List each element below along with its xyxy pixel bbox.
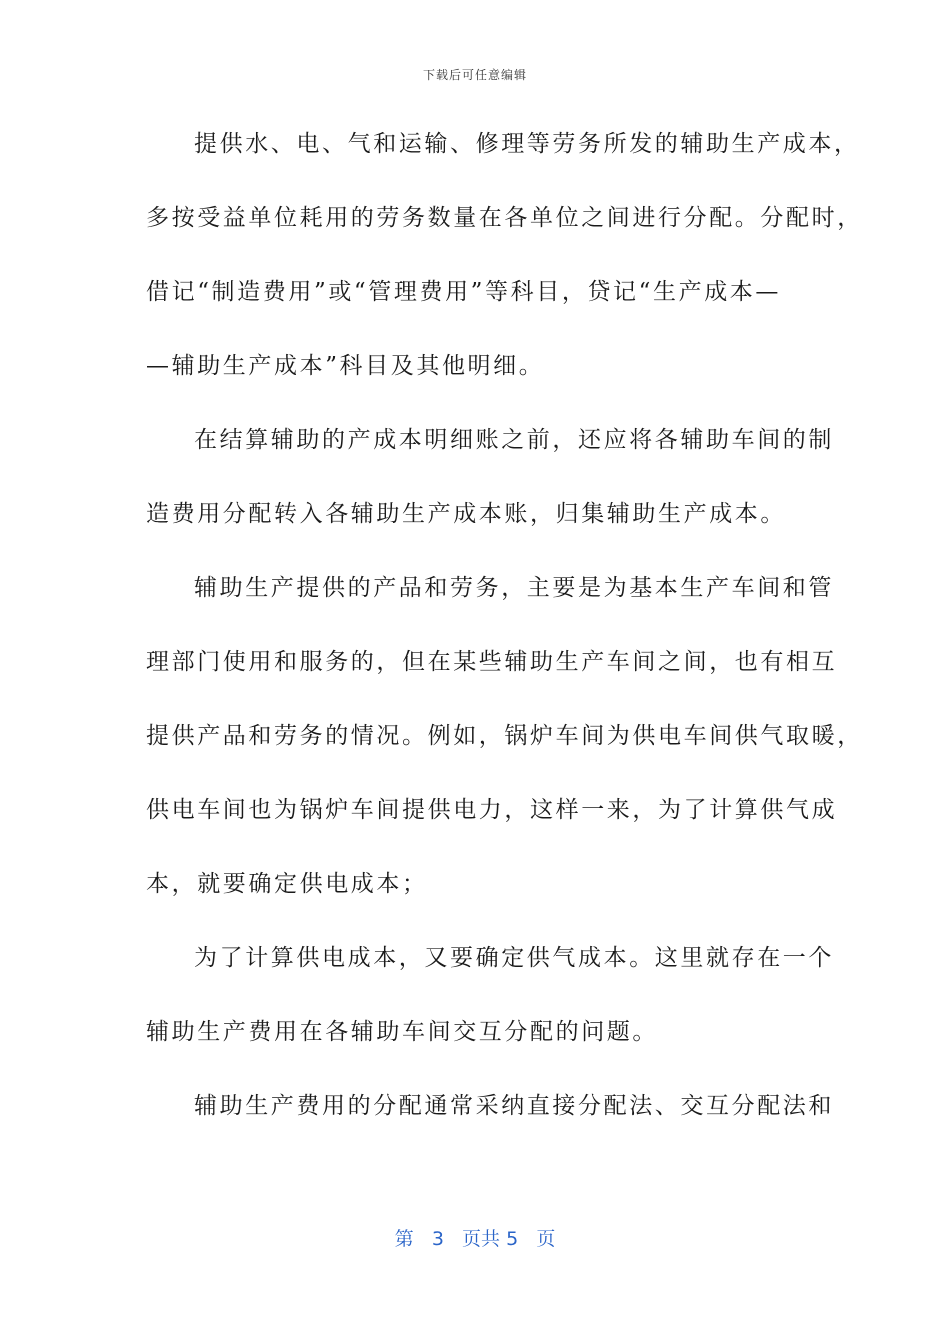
text-line: —辅助生产成本”科目及其他明细。 [146, 353, 545, 379]
text-line: 提供产品和劳务的情况。例如，锅炉车间为供电车间供气取暖， [146, 723, 863, 749]
text-line: 为了计算供电成本，又要确定供气成本。这里就存在一个 [194, 945, 834, 971]
paragraph [146, 570, 863, 903]
document-body [146, 126, 863, 1162]
page-header-note: 下载后可任意编辑 [422, 68, 527, 82]
current-page-number: 3 [431, 1228, 444, 1250]
paragraph [146, 126, 863, 385]
text-line: 辅助生产费用在各辅助车间交互分配的问题。 [146, 1019, 658, 1045]
paragraph [146, 1088, 834, 1125]
paragraph [146, 940, 834, 1051]
text-line: 理部门使用和服务的，但在某些辅助生产车间之间，也有相互 [146, 649, 838, 675]
paragraph [146, 422, 834, 533]
text-line: 辅助生产提供的产品和劳务，主要是为基本生产车间和管 [194, 575, 834, 601]
text-line: 造费用分配转入各辅助生产成本账，归集辅助生产成本。 [146, 501, 786, 527]
footer-middle: 页共 [462, 1228, 501, 1250]
total-pages-number: 5 [506, 1228, 519, 1250]
footer-prefix: 第 [394, 1228, 414, 1250]
text-line: 辅助生产费用的分配通常采纳直接分配法、交互分配法和 [194, 1093, 834, 1119]
text-line: 借记“制造费用”或“管理费用”等科目，贷记“生产成本— [146, 279, 781, 305]
text-line: 提供水、电、气和运输、修理等劳务所发的辅助生产成本， [194, 131, 860, 157]
text-line: 多按受益单位耗用的劳务数量在各单位之间进行分配。分配时， [146, 205, 863, 231]
text-line: 本，就要确定供电成本； [146, 871, 428, 897]
page-number-footer [0, 1224, 950, 1251]
text-line: 在结算辅助的产成本明细账之前，还应将各辅助车间的制 [194, 427, 834, 453]
footer-suffix: 页 [536, 1228, 556, 1250]
text-line: 供电车间也为锅炉车间提供电力，这样一来，为了计算供气成 [146, 797, 838, 823]
